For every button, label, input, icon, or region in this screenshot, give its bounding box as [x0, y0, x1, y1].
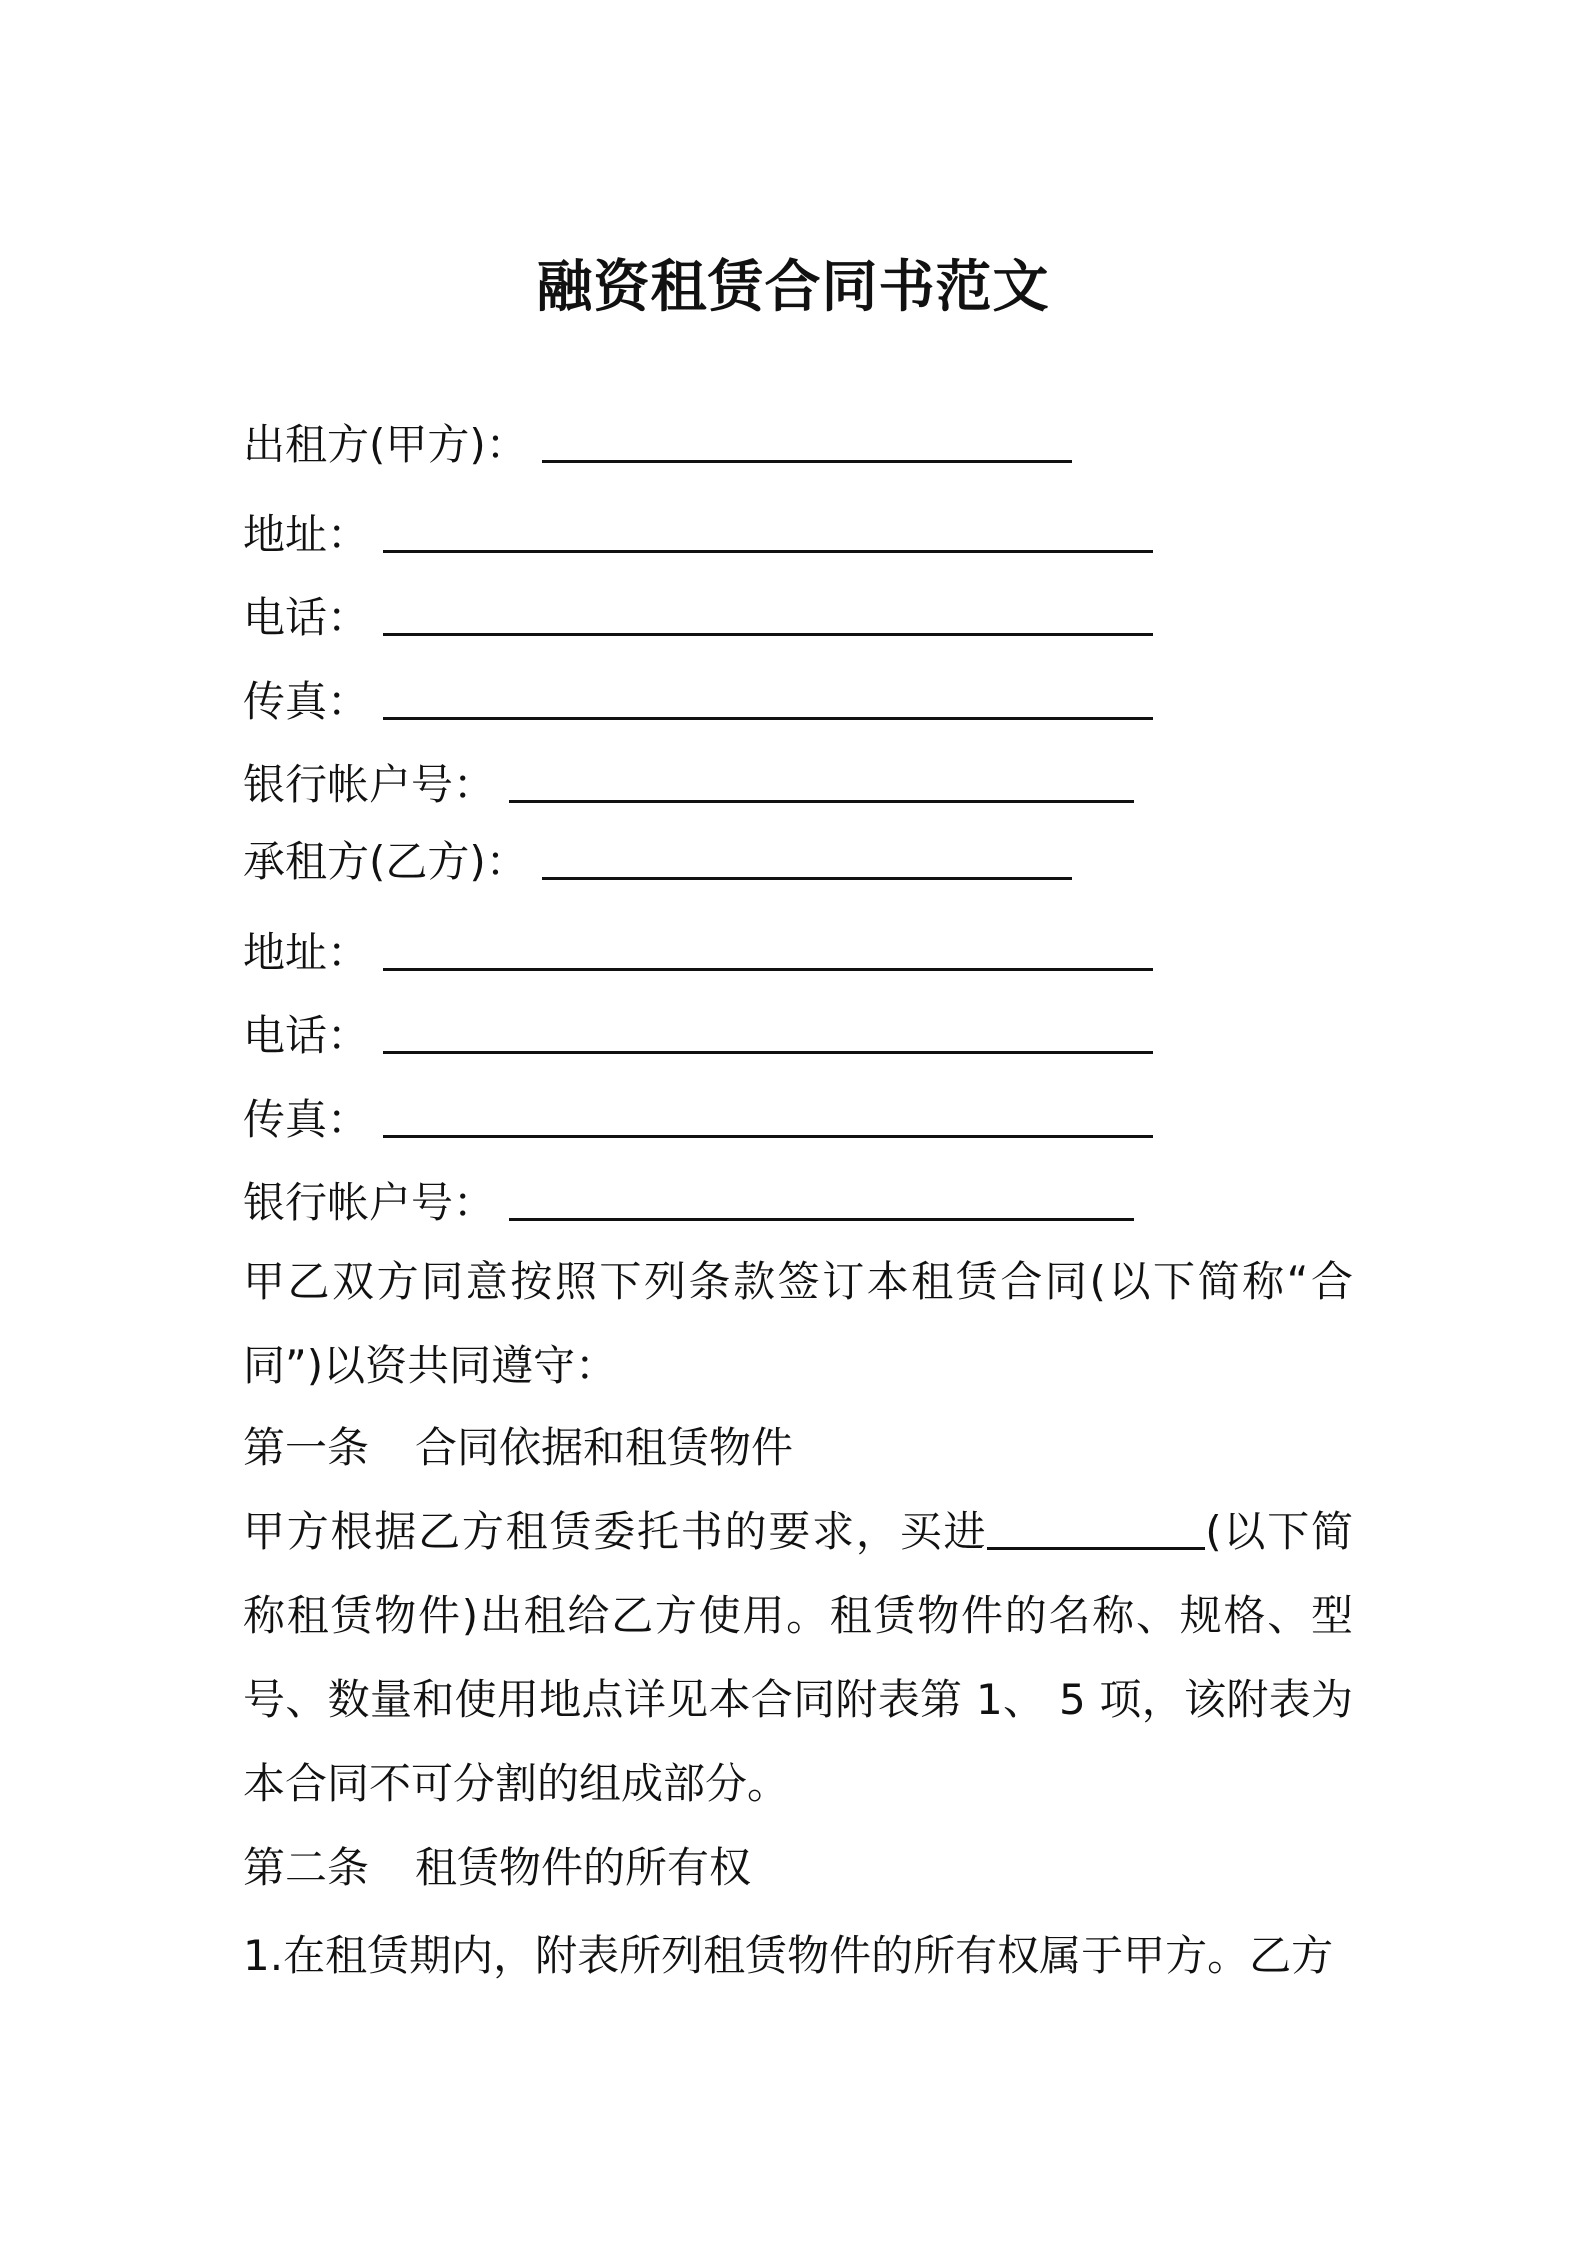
article1-text-before: 甲方根据乙方租赁委托书的要求，买进: [243, 1507, 988, 1556]
article2-heading: [243, 1838, 751, 1898]
lessor-bank-blank: [509, 760, 1134, 803]
lessee-address-blank: [383, 928, 1153, 971]
lessee-fax-label: 传真：: [243, 1095, 370, 1144]
lessor-bank-label: 银行帐户号：: [243, 760, 496, 809]
lessor-label: 出租方(甲方)：: [243, 420, 528, 469]
lessee-bank-blank: [509, 1178, 1134, 1221]
lessor-blank: [542, 420, 1072, 463]
lessor-address-field: [243, 505, 1153, 565]
lessee-address-field: [243, 923, 1153, 983]
document-title: 融资租赁合同书范文: [536, 255, 1050, 320]
lessor-phone-blank: [383, 593, 1153, 636]
lessor-phone-label: 电话：: [243, 593, 370, 642]
lessor-fax-field: [243, 672, 1153, 732]
article2-clause1: 1.在租赁期内，附表所列租赁物件的所有权属于甲方。乙方: [243, 1931, 1334, 1980]
lessor-address-label: 地址：: [243, 510, 370, 559]
article2-title: 租赁物件的所有权: [415, 1843, 752, 1892]
lessor-fax-blank: [383, 677, 1153, 720]
lessee-bank-field: [243, 1173, 1134, 1233]
lessee-blank: [542, 837, 1072, 880]
lessee-label: 承租方(乙方)：: [243, 837, 528, 886]
lessee-fax-blank: [383, 1095, 1153, 1138]
article1-blank: [987, 1507, 1205, 1550]
lessee-phone-field: [243, 1006, 1153, 1066]
lessee-address-label: 地址：: [243, 928, 370, 977]
lessee-phone-blank: [383, 1011, 1153, 1054]
lessor-fax-label: 传真：: [243, 677, 370, 726]
intro-paragraph: 甲乙双方同意按照下列条款签订本租赁合同(以下简称“合同”)以资共同遵守：: [243, 1257, 1353, 1390]
lessor-phone-field: [243, 588, 1153, 648]
lessee-field: [243, 832, 1072, 892]
lessee-fax-field: [243, 1090, 1153, 1150]
lessor-field: [243, 415, 1072, 475]
article1-number: 第一条: [243, 1423, 370, 1472]
article1-heading: [243, 1418, 793, 1478]
lessee-bank-label: 银行帐户号：: [243, 1178, 496, 1227]
lessor-address-blank: [383, 510, 1153, 553]
article1-paragraph: [243, 1490, 1353, 1826]
article2-number: 第二条: [243, 1843, 370, 1892]
article1-text-after: (以下简称租赁物件)出租给乙方使用。租赁物件的名称、规格、型号、数量和使用地点详见本合同附表第 1、 5 项，该附表为本合同不可分割的组成部分。: [243, 1507, 1353, 1808]
lessee-phone-label: 电话：: [243, 1011, 370, 1060]
article1-title: 合同依据和租赁物件: [415, 1423, 794, 1472]
lessor-bank-field: [243, 755, 1134, 815]
